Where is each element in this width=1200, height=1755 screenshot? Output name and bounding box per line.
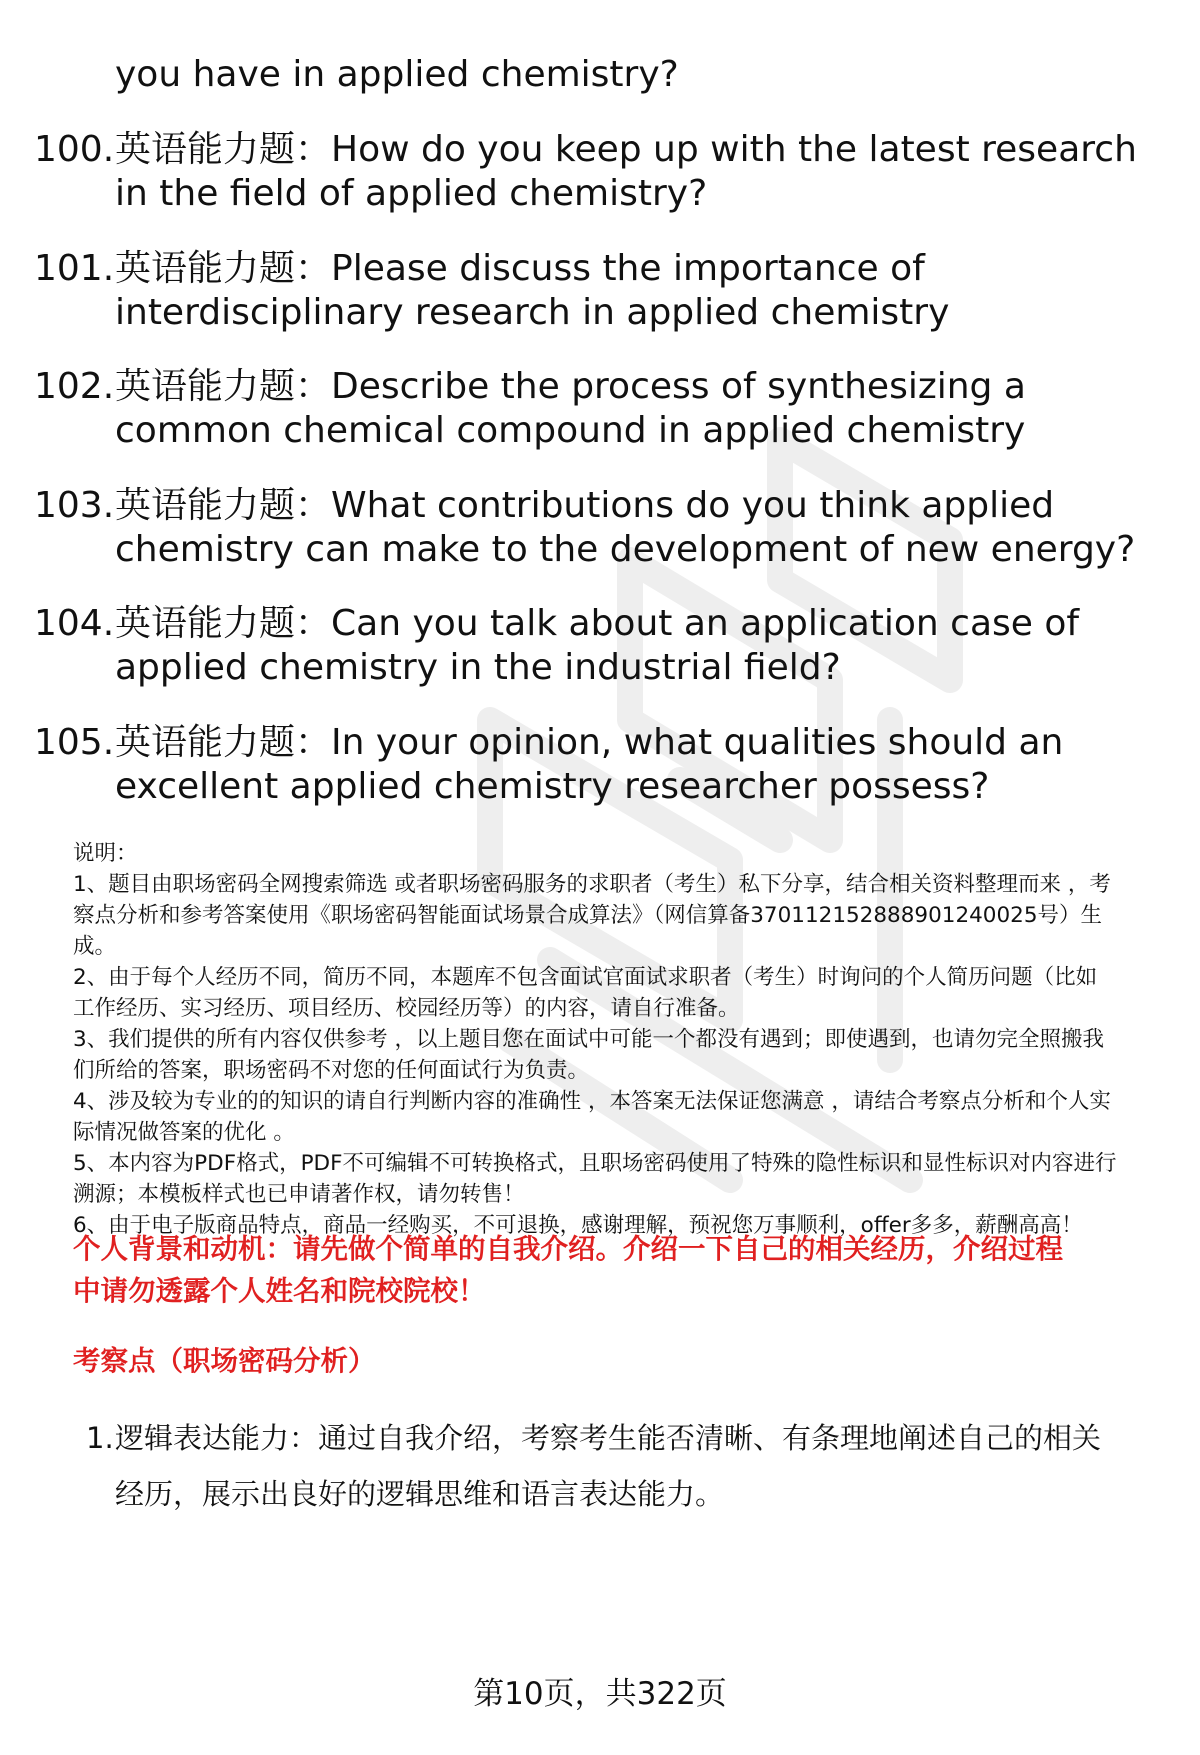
- notes-line: 3、我们提供的所有内容仅供参考 ，以上题目您在面试中可能一个都没有遇到；即使遇到，也请勿完全照搬我: [73, 1027, 1105, 1052]
- notes-line: 成。: [73, 934, 117, 959]
- point-line: 逻辑表达能力：通过自我介绍，考察考生能否清晰、有条理地阐述自己的相关: [115, 1421, 1102, 1455]
- notes-line: 们所给的答案，职场密码不对您的任何面试行为负责。: [73, 1058, 590, 1083]
- question-line: 英语能力题：What contributions do you think applied: [115, 485, 1055, 526]
- page-footer: 第10页，共322页: [473, 1676, 727, 1712]
- question-line: excellent applied chemistry researcher possess?: [115, 766, 990, 807]
- question-line: in the field of applied chemistry?: [115, 173, 708, 214]
- notes-line: 4、涉及较为专业的的知识的请自行判断内容的准确性 ，本答案无法保证您满意 ，请结合考察点分析和个人实: [73, 1089, 1111, 1114]
- question-line: interdisciplinary research in applied chemistry: [115, 292, 950, 333]
- question-line: 英语能力题：Describe the process of synthesizing a: [115, 366, 1026, 407]
- notes-line: 2、由于每个人经历不同，简历不同，本题库不包含面试官面试求职者（考生）时询问的个人简历问题（比如: [73, 965, 1098, 990]
- analysis-heading: 考察点（职场密码分析）: [73, 1345, 376, 1377]
- question-line: 英语能力题：In your opinion, what qualities should an: [115, 722, 1064, 763]
- question-continuation-line: you have in applied chemistry?: [115, 54, 679, 95]
- notes-line: 察点分析和参考答案使用《职场密码智能面试场景合成算法》（网信算备370112152888901240025号）生: [73, 903, 1103, 928]
- question-number: 105.: [34, 722, 115, 763]
- question-number: 104.: [34, 603, 115, 644]
- point-line: 经历，展示出良好的逻辑思维和语言表达能力。: [115, 1477, 725, 1511]
- question-number: 102.: [34, 366, 115, 407]
- heading-line: 个人背景和动机：请先做个简单的自我介绍。介绍一下自己的相关经历，介绍过程: [73, 1233, 1063, 1265]
- notes-line: 5、本内容为PDF格式，PDF不可编辑不可转换格式，且职场密码使用了特殊的隐性标识和显性标识对内容进行: [73, 1151, 1117, 1176]
- notes-line: 6、由于电子版商品特点，商品一经购买，不可退换，感谢理解，预祝您万事顺利，offer多多，薪酬高高！: [73, 1213, 1083, 1238]
- question-line: applied chemistry in the industrial field?: [115, 647, 841, 688]
- question-number: 103.: [34, 485, 115, 526]
- notes-section: [73, 838, 1163, 1241]
- question-line: chemistry can make to the development of new energy?: [115, 529, 1136, 570]
- question-line: 英语能力题：Can you talk about an application case of: [115, 603, 1080, 644]
- question-number: 101.: [34, 248, 115, 289]
- question-number: 100.: [34, 129, 115, 170]
- notes-title: 说明：: [73, 841, 138, 866]
- point-number: 1.: [86, 1421, 114, 1455]
- notes-line: 工作经历、实习经历、项目经历、校园经历等）的内容，请自行准备。: [73, 996, 740, 1021]
- question-line: 英语能力题：Please discuss the importance of: [115, 248, 925, 289]
- heading-line: 中请勿透露个人姓名和院校院校！: [73, 1275, 486, 1307]
- notes-line: 溯源；本模板样式也已申请著作权，请勿转售！: [73, 1182, 525, 1207]
- notes-line: 1、题目由职场密码全网搜索筛选 或者职场密码服务的求职者（考生）私下分享，结合相关资料整理而来 ，考: [73, 872, 1111, 897]
- question-line: common chemical compound in applied chemistry: [115, 410, 1026, 451]
- notes-line: 际情况做答案的优化 。: [73, 1120, 295, 1145]
- question-line: 英语能力题：How do you keep up with the latest research: [115, 129, 1137, 170]
